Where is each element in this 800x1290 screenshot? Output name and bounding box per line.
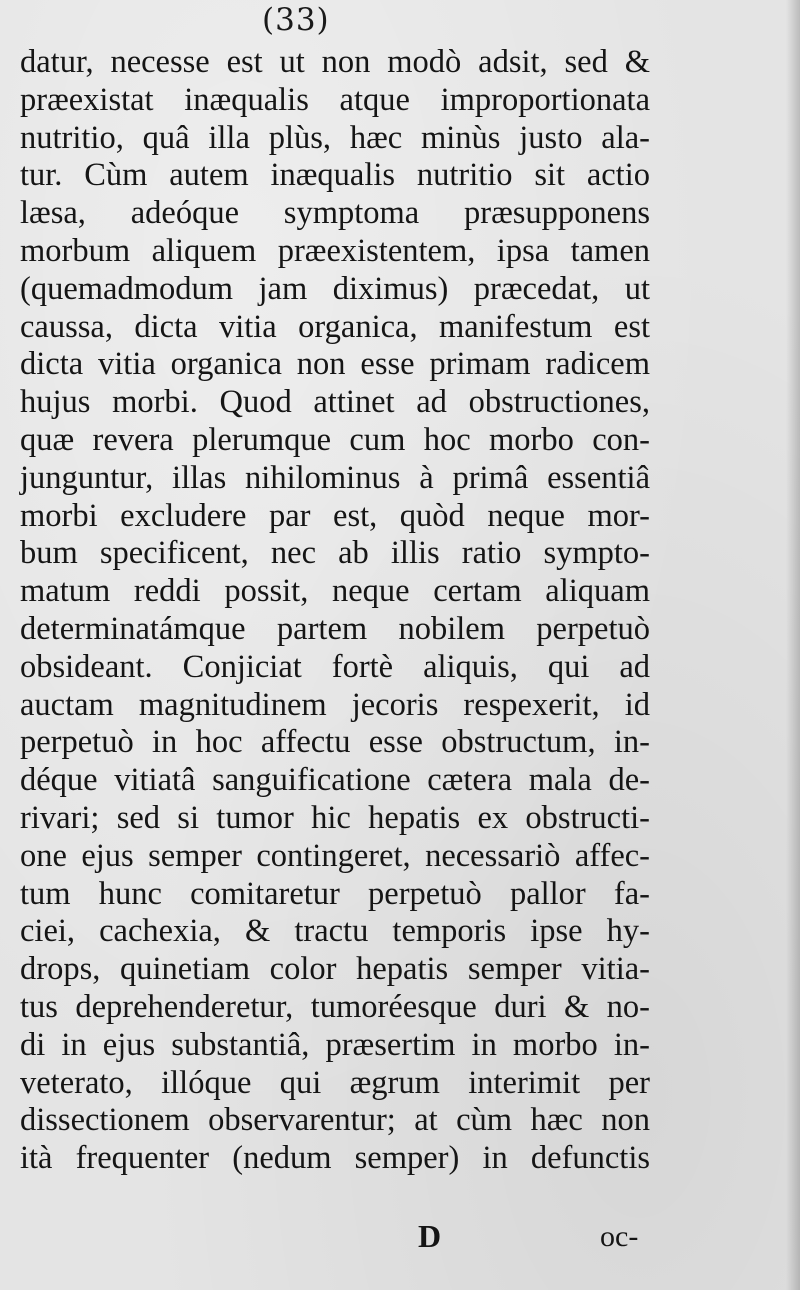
text-line: déque vitiatâ sanguificatione cætera mala de- <box>20 762 650 799</box>
text-line: determinatámque partem nobilem perpetuò <box>20 610 650 647</box>
text-line: quæ revera plerumque cum hoc morbo con- <box>20 421 650 458</box>
text-line: di in ejus substantiâ, præsertim in morbo in- <box>20 1026 650 1063</box>
text-line: præexistat inæqualis atque improportionata <box>20 81 650 118</box>
catchword: oc- <box>600 1220 639 1253</box>
text-line: hujus morbi. Quod attinet ad obstructiones, <box>20 384 650 421</box>
text-line: obsideant. Conjiciat fortè aliquis, qui ad <box>20 648 650 685</box>
signature-mark: D <box>418 1218 442 1254</box>
text-line: datur, necesse est ut non modò adsit, sed & <box>20 44 650 80</box>
text-line: matum reddi possit, neque certam aliquam <box>20 573 650 610</box>
text-line: junguntur, illas nihilominus à primâ essentiâ <box>20 459 650 496</box>
text-line: ciei, cachexia, & tractu temporis ipse hy- <box>20 913 650 950</box>
text-line: tus deprehenderetur, tumoréesque duri & no- <box>20 988 650 1025</box>
text-line: drops, quinetiam color hepatis semper vitia- <box>20 951 650 988</box>
text-line: (quemadmodum jam diximus) præcedat, ut <box>20 270 650 307</box>
text-line: morbum aliquem præexistentem, ipsa tamen <box>20 232 650 269</box>
text-line: tum hunc comitaretur perpetuò pallor fa- <box>20 875 650 912</box>
text-line: auctam magnitudinem jecoris respexerit, id <box>20 686 650 723</box>
body-text <box>20 44 650 1178</box>
text-line: morbi excludere par est, quòd neque mor- <box>20 497 650 534</box>
text-line: rivari; sed si tumor hic hepatis ex obstructi- <box>20 799 650 836</box>
page-number: (33) <box>262 2 330 38</box>
text-line: læsa, adeóque symptoma præsupponens <box>20 195 650 232</box>
text-line: caussa, dicta vitia organica, manifestum est <box>20 308 650 345</box>
text-line: veterato, illóque qui ægrum interimit per <box>20 1064 650 1101</box>
page-gutter-shadow <box>786 0 800 1290</box>
text-line: ità frequenter (nedum semper) in defunctis <box>20 1140 650 1177</box>
text-line: nutritio, quâ illa plùs, hæc minùs justo ala- <box>20 119 650 156</box>
text-line: perpetuò in hoc affectu esse obstructum, in- <box>20 724 650 761</box>
text-line: dissectionem observarentur; at cùm hæc non <box>20 1102 650 1139</box>
text-line: bum specificent, nec ab illis ratio sympto- <box>20 535 650 572</box>
text-line: dicta vitia organica non esse primam radicem <box>20 346 650 383</box>
text-line: tur. Cùm autem inæqualis nutritio sit actio <box>20 157 650 194</box>
text-line: one ejus semper contingeret, necessariò affec- <box>20 837 650 874</box>
